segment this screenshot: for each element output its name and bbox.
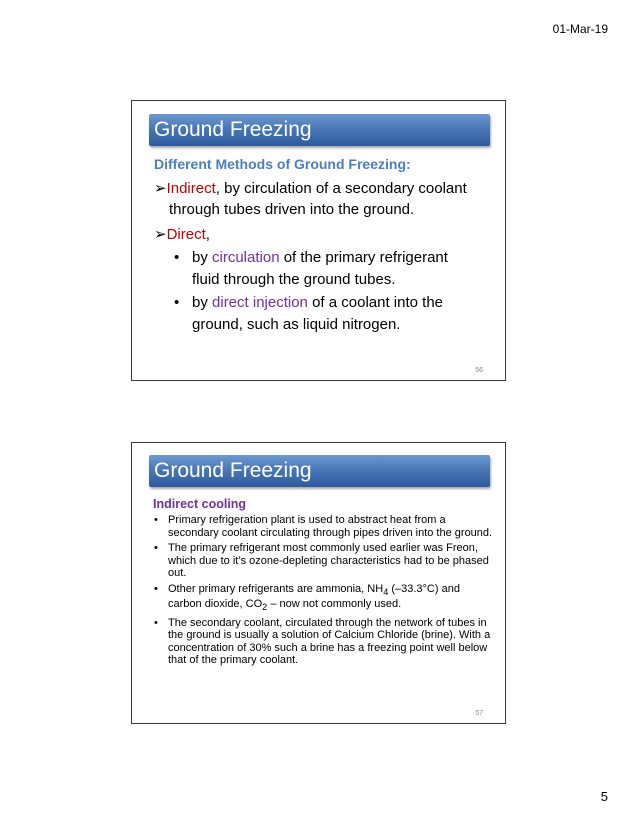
arrow-bullet-icon: ➢ [154, 226, 167, 243]
page-date: 01-Mar-19 [552, 22, 608, 36]
bullet-dot-icon: • [174, 249, 180, 266]
slide-title: Ground Freezing [149, 114, 490, 146]
slide-56 [131, 100, 506, 381]
list-item-text: The secondary coolant, circulated through the network of tubes in the ground is usually a solution of Calcium Chloride (brine). With a concentration of 30% such a brine has a freezing point well below that of the primary coolant. [168, 616, 491, 667]
direct-text: , [205, 226, 210, 243]
bullet-list [153, 514, 493, 670]
sub-bullet-circulation-text [192, 249, 448, 266]
bullet-dot-icon: • [154, 582, 158, 595]
slide-57 [131, 442, 506, 724]
bullet-dot-icon: • [154, 514, 158, 526]
sub2-prefix: by [192, 294, 213, 311]
arrow-bullet-icon: ➢ [154, 180, 167, 197]
page-number: 5 [600, 789, 608, 804]
list-item-text: The primary refrigerant most commonly used earlier was Freon, which due to it’s ozone-depleting characteristics had to be phased out. [168, 542, 489, 579]
sub-bullet-injection-text [192, 294, 443, 311]
indirect-continuation: through tubes driven into the ground. [169, 201, 415, 218]
list-item-text: Primary refrigeration plant is used to abstract heat from a secondary coolant circulating through pipes driven into the ground. [168, 514, 493, 539]
list-item [153, 617, 493, 667]
slide-number: 56 [475, 367, 483, 374]
text-segment: Other primary refrigerants are ammonia, NH [168, 582, 384, 595]
bullet-dot-icon: • [154, 542, 158, 554]
text-segment: (–33.3°C) and carbon dioxide, CO [168, 582, 460, 611]
subscript: 4 [383, 586, 389, 597]
term-direct-injection: direct injection [212, 294, 308, 311]
sub1-rest: of the primary refrigerant [279, 249, 448, 266]
sub2-rest: of a coolant into the [307, 294, 444, 311]
slide-number: 57 [475, 710, 483, 717]
term-indirect: Indirect [166, 180, 216, 197]
sub1-prefix: by [192, 249, 213, 266]
sub2-continuation: ground, such as liquid nitrogen. [192, 316, 401, 333]
text-segment: – now not commonly used. [267, 598, 402, 611]
indirect-text: , by circulation of a secondary coolant [215, 180, 467, 197]
sub1-continuation: fluid through the ground tubes. [192, 271, 396, 288]
bullet-dot-icon: • [174, 294, 180, 311]
list-item [153, 542, 493, 580]
list-item [153, 583, 493, 614]
slide-heading: Different Methods of Ground Freezing: [154, 156, 411, 172]
sub-bullet-circulation [174, 249, 179, 266]
list-item-text [168, 583, 460, 611]
subscript: 2 [262, 602, 268, 613]
bullet-indirect [154, 179, 467, 197]
bullet-direct [154, 225, 210, 243]
slide-heading: Indirect cooling [153, 497, 247, 511]
list-item [153, 514, 493, 539]
slide-title: Ground Freezing [149, 455, 490, 487]
term-circulation: circulation [212, 249, 280, 266]
bullet-dot-icon: • [154, 616, 158, 629]
sub-bullet-injection [174, 294, 179, 311]
term-direct: Direct [166, 226, 206, 243]
